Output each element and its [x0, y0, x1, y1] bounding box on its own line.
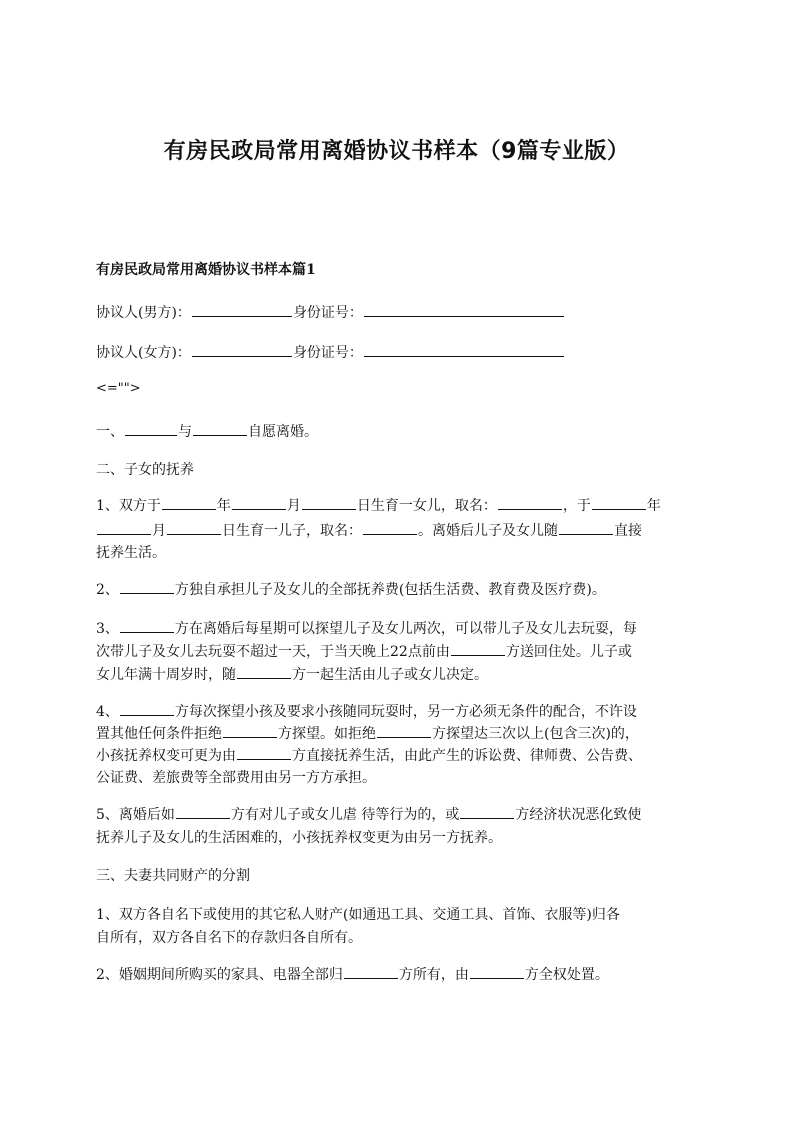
- party-male-line: [96, 302, 708, 324]
- blank-field: [223, 723, 277, 738]
- blank-field: [377, 723, 431, 738]
- blank-field: [120, 618, 174, 633]
- blank-field: [363, 520, 417, 535]
- blank-field: [237, 664, 291, 679]
- clause-text: 方探望达三次以上(包含三次)的，: [432, 726, 639, 742]
- clause-text: 1、双方于: [96, 498, 161, 514]
- blank-field: [232, 495, 286, 510]
- clause-text: 2、: [96, 582, 119, 598]
- blank-field: [167, 520, 221, 535]
- blank-field: [470, 964, 524, 979]
- clause-text: 次带儿子及女儿去玩耍不超过一天，于当天晚上22点前由: [96, 644, 450, 660]
- para-2-3-line-1: [96, 618, 708, 640]
- blank-field: [498, 495, 562, 510]
- heading-2: 二、子女的抚养: [96, 462, 194, 478]
- id-label: 身份证号：: [292, 305, 363, 321]
- para-2-4-line-3: [96, 745, 708, 767]
- clause-text: 日生育一儿子，取名：: [222, 523, 362, 539]
- blank-field: [193, 421, 247, 436]
- blank-field: [162, 495, 216, 510]
- party-female-line: [96, 342, 708, 364]
- blank-field: [460, 804, 514, 819]
- blank-field: [192, 342, 292, 357]
- blank-field: [120, 579, 174, 594]
- para-2-1-line-1: [96, 495, 708, 517]
- clause-text: 2、婚姻期间所购买的家具、电器全部归: [96, 967, 343, 983]
- clause-text: 月: [286, 498, 301, 514]
- blank-field: [364, 342, 564, 357]
- blank-field: [237, 745, 291, 760]
- blank-field: [120, 701, 174, 716]
- para-2-5-line-1: [96, 804, 708, 826]
- blank-field: [592, 495, 646, 510]
- clause-text: ，于: [562, 498, 591, 514]
- clause-text: 日生育一女儿，取名：: [356, 498, 497, 514]
- blank-field: [176, 804, 230, 819]
- clause-text: 5、离婚后如: [96, 807, 175, 823]
- clause-text: 3、: [96, 621, 119, 637]
- clause-text: 年: [216, 498, 231, 514]
- clause-text: 自愿离婚。: [248, 424, 318, 440]
- section-heading: 有房民政局常用离婚协议书样本篇1: [96, 262, 316, 278]
- clause-text: 4、: [96, 704, 119, 720]
- clause-text: 年: [646, 498, 661, 514]
- clause-text: 方送回住处。儿子或: [505, 644, 632, 660]
- clause-text: 方在离婚后每星期可以探望儿子及女儿两次，可以带儿子及女儿去玩耍，每: [174, 621, 637, 637]
- party-male-label: 协议人(男方)：: [96, 305, 191, 321]
- clause-text: 月: [152, 523, 166, 539]
- para-2-2: [96, 579, 708, 601]
- clause-text: 方有对儿子或女儿虐 待等行为的，或: [230, 807, 460, 823]
- blank-field: [364, 302, 564, 317]
- blank-field: [559, 520, 613, 535]
- clause-text: 与: [178, 424, 192, 440]
- para-2-3-line-3: [96, 664, 708, 686]
- para-2-4-line-4: 公证费、差旅费等全部费用由另一方方承担。: [96, 770, 376, 786]
- para-2-1-line-2: [96, 520, 708, 542]
- clause-text: 方独自承担儿子及女儿的全部抚养费(包括生活费、教育费及医疗费)。: [174, 582, 606, 598]
- clause-text: 方一起生活由儿子或女儿决定。: [292, 667, 488, 683]
- markup-fragment: <="">: [96, 381, 141, 396]
- para-2-5-line-2: 抚养儿子及女儿的生活困难的，小孩抚养权变更为由另一方抚养。: [96, 830, 502, 846]
- heading-3: 三、夫妻共同财产的分割: [96, 868, 250, 884]
- clause-text: 女儿年满十周岁时，随: [96, 667, 236, 683]
- clause-text: 。离婚后儿子及女儿随: [418, 523, 558, 539]
- para-3-1-line-2: 自所有，双方各自名下的存款归各自所有。: [96, 930, 362, 946]
- para-2-4-line-2: [96, 723, 708, 745]
- clause-text: 方所有，由: [398, 967, 469, 983]
- blank-field: [125, 421, 177, 436]
- clause-text: 方直接抚养生活，由此产生的诉讼费、律师费、公告费、: [292, 748, 642, 764]
- para-2-3-line-2: [96, 641, 708, 663]
- clause-1: [96, 421, 708, 443]
- clause-text: 方每次探望小孩及要求小孩随同玩耍时，另一方必须无条件的配合，不许设: [174, 704, 637, 720]
- blank-field: [192, 302, 292, 317]
- party-female-label: 协议人(女方)：: [96, 345, 191, 361]
- blank-field: [451, 641, 505, 656]
- clause-text: 方经济状况恶化致使: [515, 807, 642, 823]
- para-3-2: [96, 964, 708, 986]
- blank-field: [302, 495, 356, 510]
- clause-text: 小孩抚养权变可更为由: [96, 748, 236, 764]
- id-label: 身份证号：: [292, 345, 363, 361]
- para-2-1-line-3: 抚养生活。: [96, 545, 166, 561]
- blank-field: [344, 964, 398, 979]
- clause-text: 直接: [614, 523, 642, 539]
- clause-text: 方全权处置。: [524, 967, 609, 983]
- clause-text: 一、: [96, 424, 124, 440]
- para-2-4-line-1: [96, 701, 708, 723]
- blank-field: [97, 520, 151, 535]
- clause-text: 方探望。如拒绝: [278, 726, 376, 742]
- clause-text: 置其他任何条件拒绝: [96, 726, 222, 742]
- para-3-1-line-1: 1、双方各自名下或使用的其它私人财产(如通迅工具、交通工具、首饰、衣服等)归各: [96, 907, 620, 923]
- document-title: 有房民政局常用离婚协议书样本（9篇专业版）: [163, 139, 630, 164]
